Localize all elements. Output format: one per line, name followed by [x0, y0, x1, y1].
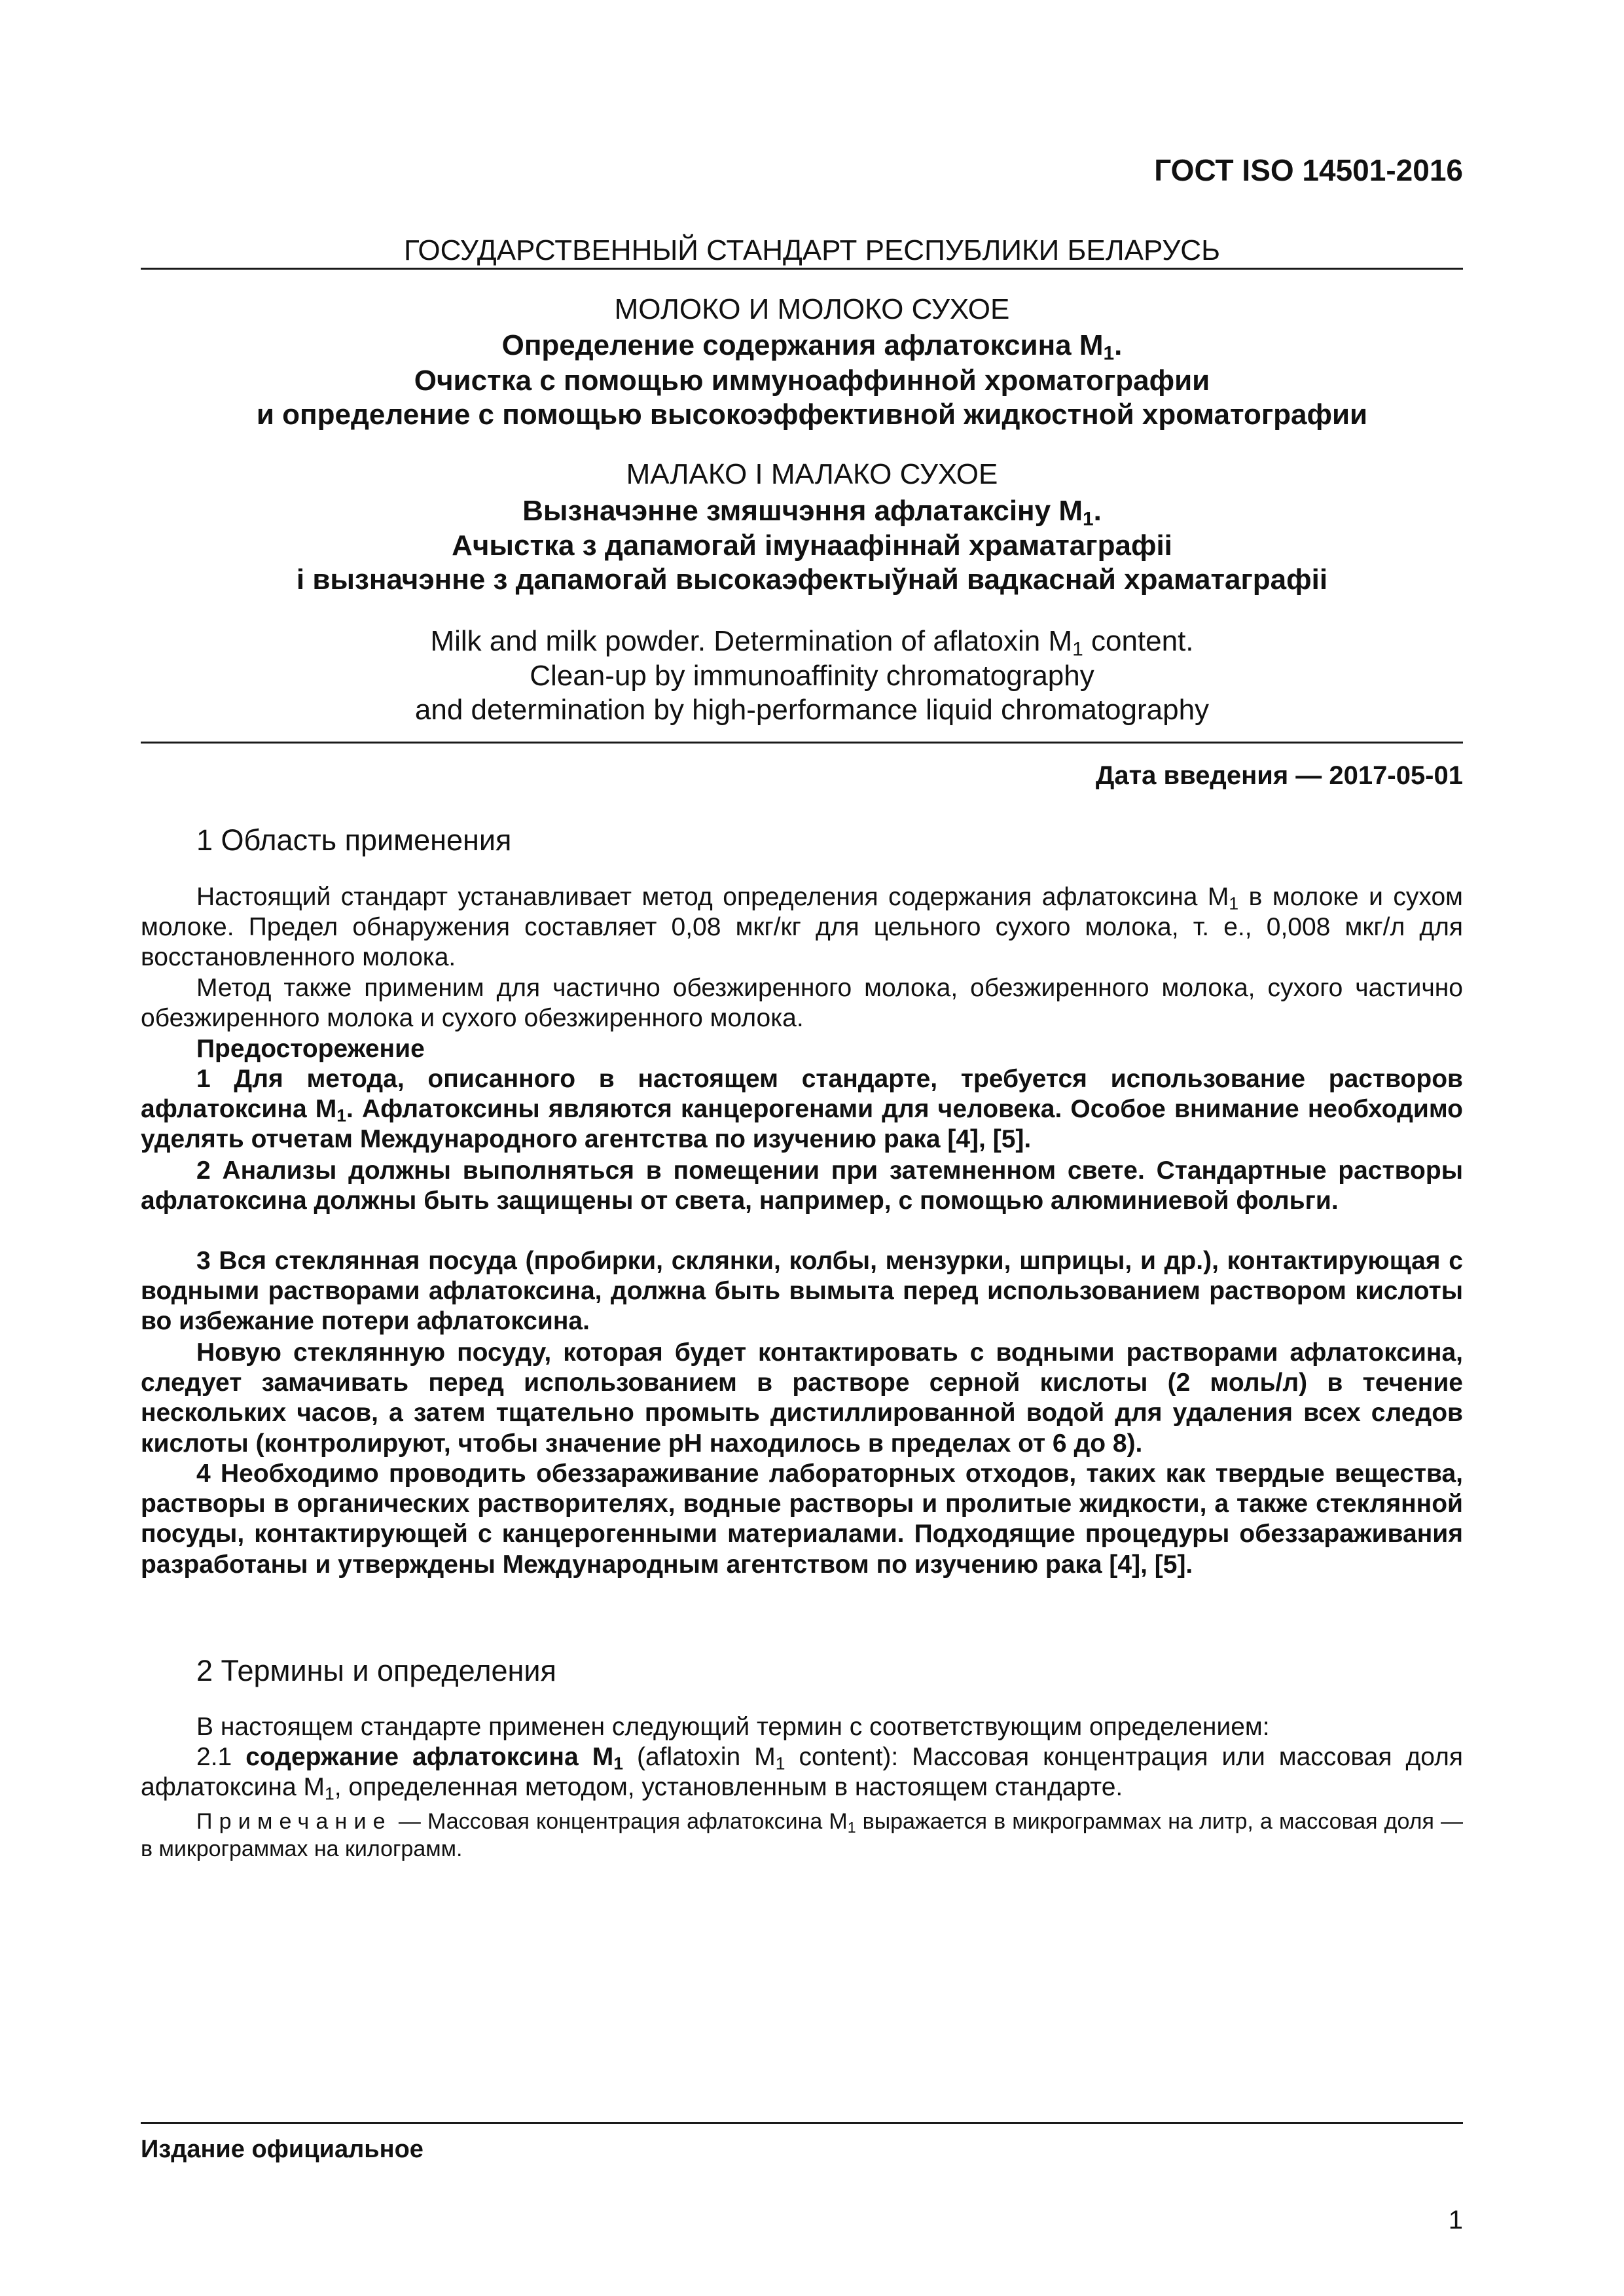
warning-item-3: 3 Вся стеклянная посуда (пробирки, склянки, колбы, мензурки, шприцы, и др.), контактирующая с водными растворами афлатоксина, должна быть вымыта перед использованием раствором кислоты во избежание потери афлатоксина. [141, 1247, 1463, 1336]
title-rule [141, 742, 1463, 744]
term-definition-2-1: 2.1 содержание афлатоксина $М_1$ (aflatoxin $M_1$ content): Массовая концентрация или массовая доля афлатоксина $М_1$, определенная методом, установленным в настоящем стандарте. [141, 1743, 1463, 1804]
scope-paragraph-2: Метод также применим для частично обезжиренного молока, обезжиренного молока, сухого частично обезжиренного молока и сухого обезжиренного молока. [141, 974, 1463, 1033]
warning-item-4: 4 Необходимо проводить обеззараживание лабораторных отходов, таких как твердые вещества, растворы в органических растворителях, водные растворы и пролитые жидкости, а также стеклянной посуды, контактирующей с канцерогенными материалами. Подходящие процедуры обеззараживания разработаны и утверждены Международным агентством по изучению рака [4], [5]. [141, 1460, 1463, 1579]
document-number: ГОСТ ISO 14501-2016 [1154, 153, 1463, 187]
introduction-date: Дата введения — 2017-05-01 [1095, 761, 1463, 790]
warning-item-2: 2 Анализы должны выполняться в помещении при затемненном свете. Стандартные растворы афлатоксина должны быть защищены от света, например, с помощью алюминиевой фольги. [141, 1157, 1463, 1215]
title-ru-line2: Определение содержания афлатоксина $М_1$. [501, 329, 1123, 365]
section-2-heading: 2 Термины и определения [196, 1654, 556, 1687]
header-rule [141, 268, 1463, 270]
page-number: 1 [1448, 2206, 1463, 2234]
term-note: Примечание — Массовая концентрация афлатоксина $М_1$ выражается в микрограммах на литр, а массовая доля — в микрограммах на килограмм. [141, 1809, 1463, 1861]
warning-item-1: 1 Для метода, описанного в настоящем стандарте, требуется использование растворов афлатоксина $М_1$. Афлатоксины являются канцерогенами для человека. Особое внимание необходимо уделять отчетам Международного агентства по изучению рака [4], [5]. [141, 1065, 1463, 1154]
title-by-line4: і вызначэнне з дапамогай высокаэфектыўнай вадкаснай храматаграфіі [296, 564, 1328, 596]
title-en-line3: and determination by high-performance liquid chromatography [414, 694, 1210, 726]
terms-intro: В настоящем стандарте применен следующий термин с соответствующим определением: [196, 1713, 1270, 1741]
title-by-line2: Вызначэнне змяшчэння афлатаксіну $М_1$. [522, 495, 1102, 530]
state-standard-heading: ГОСУДАРСТВЕННЫЙ СТАНДАРТ РЕСПУБЛИКИ БЕЛАРУСЬ [404, 234, 1220, 266]
warning-heading: Предосторежение [196, 1035, 425, 1063]
warning-item-3-continued: Новую стеклянную посуду, которая будет контактировать с водными растворами афлатоксина, следует замачивать перед использованием в растворе серной кислоты (2 моль/л) в течение нескольких часов, а затем тщательно промыть дистиллированной водой для удаления всех следов кислоты (контролируют, чтобы значение pH находилось в пределах от 6 до 8). [141, 1338, 1463, 1458]
title-en-line2: Clean-up by immunoaffinity chromatography [530, 660, 1094, 692]
title-by-line1: МАЛАКО І МАЛАКО СУХОЕ [626, 458, 998, 490]
title-ru-line1: МОЛОКО И МОЛОКО СУХОЕ [614, 293, 1010, 325]
title-ru-line3: Очистка с помощью иммуноаффинной хроматографии [414, 365, 1210, 397]
title-ru-line4: и определение с помощью высокоэффективной жидкостной хроматографии [256, 399, 1368, 431]
title-en-line1: Milk and milk powder. Determination of aflatoxin $M_1$ content. [430, 625, 1194, 660]
section-1-heading: 1 Область применения [196, 823, 512, 857]
title-by-line3: Ачыстка з дапамогай імунаафіннай храматаграфіі [452, 529, 1172, 562]
footer-rule [141, 2122, 1463, 2124]
official-edition-label: Издание официальное [141, 2136, 424, 2163]
note-label: Примечание [196, 1809, 392, 1834]
scope-paragraph-1: Настоящий стандарт устанавливает метод определения содержания афлатоксина $М_1$ в молоке и сухом молоке. Предел обнаружения составляет 0,08 мкг/кг для цельного сухого молока, т. е., 0,008 мкг/л для восстановленного молока. [141, 883, 1463, 972]
